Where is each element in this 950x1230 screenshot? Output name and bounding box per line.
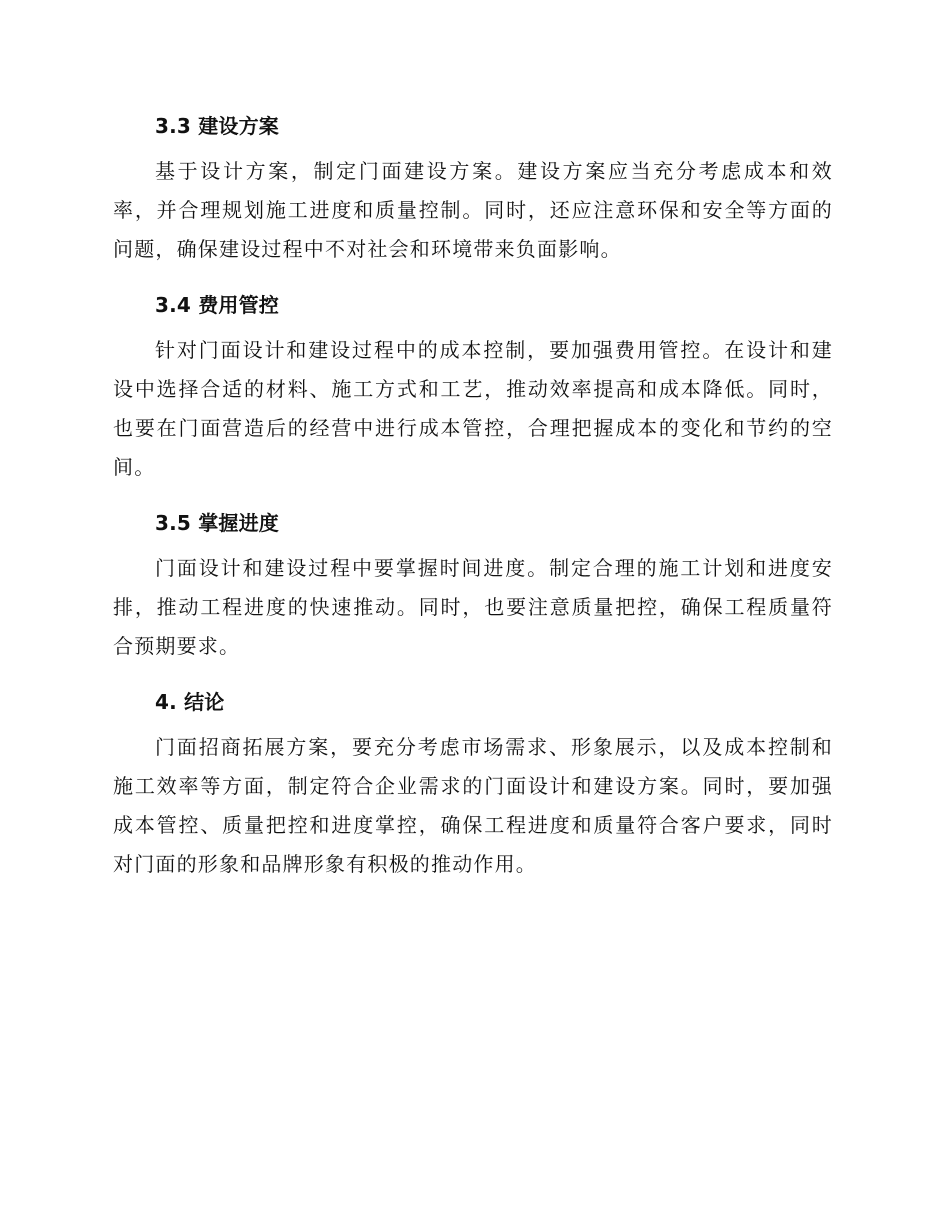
section-paragraph: 针对门面设计和建设过程中的成本控制，要加强费用管控。在设计和建设中选择合适的材料、施工方式和工艺，推动效率提高和成本降低。同时，也要在门面营造后的经营中进行成本管控，合理把握成本的变化和节约的空间。 [113, 338, 833, 479]
section-heading: 3.4 费用管控 [155, 293, 279, 317]
section-heading: 4. 结论 [155, 690, 225, 714]
section-heading: 3.3 建设方案 [155, 114, 279, 138]
section-cost-control [113, 283, 833, 487]
section-paragraph: 门面招商拓展方案，要充分考虑市场需求、形象展示，以及成本控制和施工效率等方面，制定符合企业需求的门面设计和建设方案。同时，要加强成本管控、质量把控和进度掌控，确保工程进度和质量符合客户要求，同时对门面的形象和品牌形象有积极的推动作用。 [113, 735, 833, 876]
section-paragraph: 基于设计方案，制定门面建设方案。建设方案应当充分考虑成本和效率，并合理规划施工进度和质量控制。同时，还应注意环保和安全等方面的问题，确保建设过程中不对社会和环境带来负面影响。 [113, 159, 833, 261]
section-conclusion [113, 680, 833, 884]
document-page [113, 104, 833, 898]
section-construction-plan [113, 104, 833, 269]
section-paragraph: 门面设计和建设过程中要掌握时间进度。制定合理的施工计划和进度安排，推动工程进度的快速推动。同时，也要注意质量把控，确保工程质量符合预期要求。 [113, 556, 833, 658]
section-schedule [113, 501, 833, 666]
section-heading: 3.5 掌握进度 [155, 511, 279, 535]
